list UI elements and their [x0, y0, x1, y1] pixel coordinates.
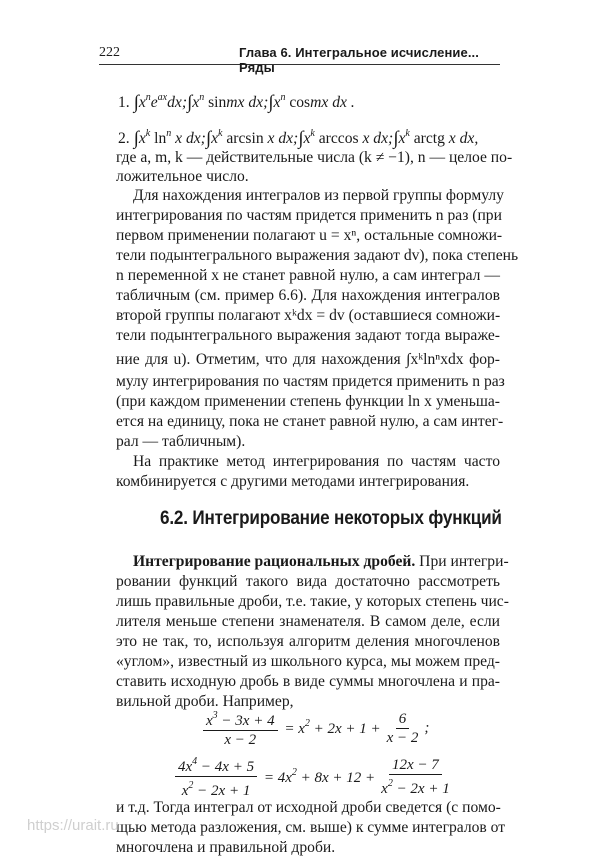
fraction: $\frac{4x^4 - 4x + 5}{x^2 - 2x + 1}$ — [175, 754, 257, 799]
text-line: «углом», известный из школьного курса, мы можем пред- — [116, 653, 500, 670]
text-line: Для нахождения интегралов из первой группы формулу — [133, 187, 504, 204]
paragraph-lead: Интегрирование рациональных дробей. — [133, 553, 416, 570]
equation-2: $\frac{4x^4 - 4x + 5}{x^2 - 2x + 1}$ = $4x^2 + 8x + 12$ + $\frac{12x - 7}{x^2 - 2x + 1}$ — [172, 754, 456, 799]
text-line: лишь правильные дроби, т.е. такие, у которых степень чис- — [116, 593, 509, 610]
text-line: первом применении полагают u = xⁿ, остальные сомножи- — [116, 227, 503, 244]
text-line: мулу интегрирования по частям придется применить n раз — [116, 373, 505, 390]
fraction: $\frac{x^3 - 3x + 4}{x - 2}$ — [203, 708, 278, 748]
text-line: лителя меньше степени знаменателя. В самом деле, если — [116, 613, 500, 630]
integral-formula: $\int x^k$ $\ln^n x$ $dx;\int x^k$ arcsin x $dx;\int x^k$ arccos x $dx;\int x^k$ arctg x dx, — [133, 128, 479, 149]
section-heading: 6.2. Интегрирование некоторых функций — [160, 508, 502, 529]
text-line: рал — табличным). — [116, 433, 246, 450]
text-line: тели подынтегрального выражения задают dv), пока степень — [116, 247, 519, 264]
text-line: это не так, то, используя алгоритм деления многочленов — [116, 633, 500, 650]
text-line: щью метода разложения, см. выше) к сумме интегралов от — [116, 819, 506, 836]
running-header — [99, 44, 500, 75]
item-number: 2. — [118, 130, 130, 147]
fraction: $\frac{6}{x - 2}$ — [386, 710, 419, 746]
text-line: где a, m, k — действительные числа (k ≠ −1), n — целое по- — [116, 149, 513, 166]
formula-group-1 — [118, 88, 502, 113]
text-line: На практике метод интегрирования по частям часто — [133, 453, 500, 470]
text-line: и т.д. Тогда интеграл от исходной дроби сведется (с помо- — [116, 799, 501, 816]
lead-continuation: При интегри- — [415, 553, 509, 570]
formula-group-2 — [118, 124, 503, 149]
text-line: второй группы полагают xᵏdx = dv (оставшиеся сомножи- — [116, 307, 501, 324]
page-number: 222 — [99, 45, 120, 60]
text-line: интегрирования по частям придется применить n раз (при — [116, 207, 502, 224]
text-line: многочлена и правильной дроби. — [116, 839, 336, 856]
text-line: ставить исходную дробь в виде суммы многочлена и пра- — [116, 673, 500, 690]
text-line: ложительное число. — [116, 168, 249, 185]
item-number: 1. — [118, 94, 130, 111]
text-line: комбинируется с другими методами интегрирования. — [116, 473, 470, 490]
fraction: $\frac{12x - 7}{x^2 - 2x + 1}$ — [381, 756, 450, 797]
integral-formula: $\int x^ne^{ax}dx;\int x^n$ sinmx $dx;\int x^n$ cosmx dx . — [133, 92, 355, 113]
text-line: ется на единицу, пока не станет равной нулю, а сам интег- — [116, 413, 504, 430]
text-line — [133, 552, 509, 572]
watermark: https://urait.ru — [27, 817, 119, 834]
text-line: ние для u). Отметим, что для нахождения ∫xᵏlnⁿxdx фор- — [116, 351, 500, 368]
text-line: табличным (см. пример 6.6). Для нахождения интегралов — [116, 287, 500, 304]
text-line: вильной дроби. Например, — [116, 693, 294, 710]
text-line: n переменной x не станет равной нулю, а сам интеграл — — [116, 267, 500, 284]
text-line: тели подынтегрального выражения задают тогда выраже- — [116, 327, 500, 344]
equation-1: $\frac{x^3 - 3x + 4}{x - 2}$ = $x^2 + 2x + 1$ + $\frac{6}{x - 2}$ ; — [200, 708, 429, 748]
text-line: (при каждом применении степень функции ln x уменьша- — [116, 393, 500, 410]
text-line: ровании функций такого вида достаточно рассмотреть — [116, 573, 500, 590]
chapter-title: Глава 6. Интегральное исчисление... Ряды — [239, 45, 479, 75]
